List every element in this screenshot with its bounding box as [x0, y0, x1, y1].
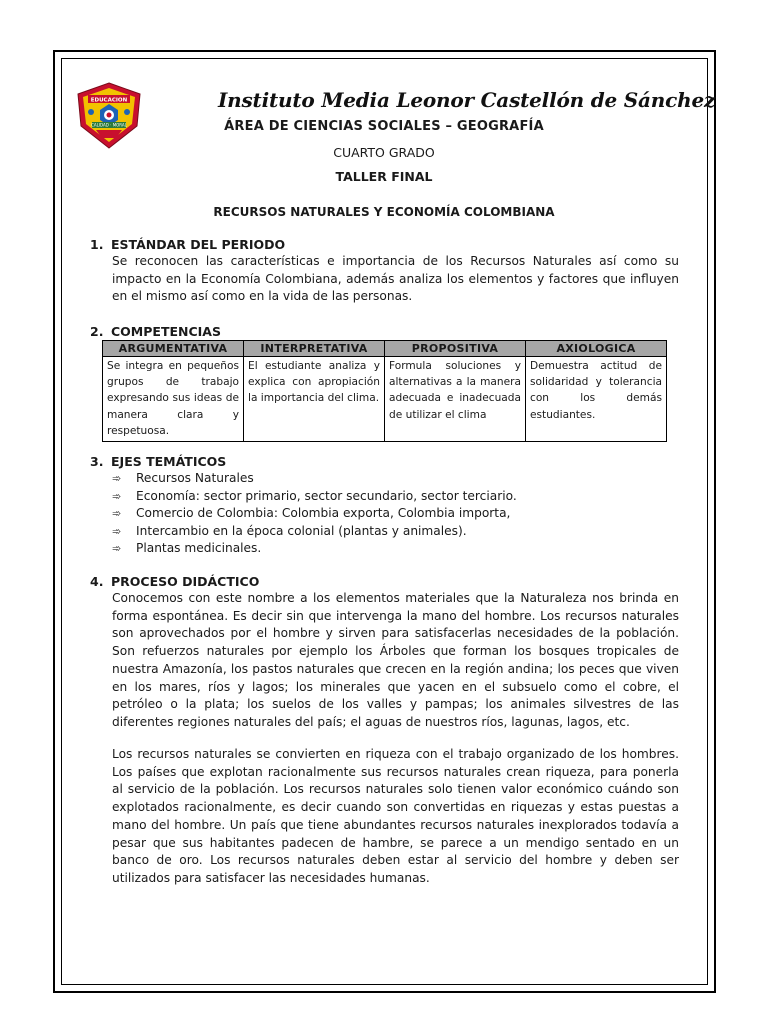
section-1-number: 1.	[90, 237, 104, 252]
section-4-number: 4.	[90, 574, 104, 589]
section-1-text: Se reconocen las características e importancia de los Recursos Naturales así como su impacto en la Economía Colombiana, además analiza los elementos y factores que influyen en el mismo así como en la vida de las personas.	[112, 254, 679, 304]
section-2-number: 2.	[90, 324, 104, 339]
section-4-title: PROCESO DIDÁCTICO	[111, 574, 260, 589]
arrow-bullet-icon: ➾	[112, 507, 122, 520]
workshop-heading: TALLER FINAL	[335, 169, 433, 184]
competencies-table	[102, 340, 667, 442]
section-3-number: 3.	[90, 454, 104, 469]
logo-top-text: EDUCACION	[90, 97, 128, 104]
grade-heading: CUARTO GRADO	[333, 145, 435, 160]
table-header-cell: PROPOSITIVA	[385, 341, 526, 357]
list-item-text: Comercio de Colombia: Colombia exporta, Colombia importa,	[136, 506, 511, 520]
table-cell: Formula soluciones y alternativas a la manera adecuada e inadecuada de utilizar el clima	[385, 357, 526, 442]
section-1-title: ESTÁNDAR DEL PERIODO	[111, 237, 286, 252]
institution-name: Instituto Media Leonor Castellón de Sánchez	[218, 88, 716, 112]
list-item-text: Plantas medicinales.	[136, 541, 262, 555]
list-item-text: Economía: sector primario, sector secundario, sector terciario.	[136, 488, 517, 503]
school-crest-logo	[76, 82, 142, 150]
section-2-heading	[90, 324, 221, 339]
section-3-title: EJES TEMÁTICOS	[111, 454, 227, 469]
table-row	[103, 357, 667, 442]
arrow-bullet-icon: ➾	[112, 472, 122, 485]
section-3-heading	[90, 454, 226, 469]
area-heading: ÁREA DE CIENCIAS SOCIALES – GEOGRAFÍA	[224, 119, 544, 134]
document-title: RECURSOS NATURALES Y ECONOMÍA COLOMBIANA	[213, 205, 555, 219]
table-cell: El estudiante analiza y explica con apropiación la importancia del clima.	[244, 357, 385, 442]
list-item-text: Intercambio en la época colonial (plantas y animales).	[136, 523, 467, 538]
logo-band-text: CALIDAD · MORAL	[91, 122, 127, 128]
section-2-title: COMPETENCIAS	[111, 324, 221, 339]
table-cell: Demuestra actitud de solidaridad y tolerancia con los demás estudiantes.	[526, 357, 667, 442]
list-item	[112, 488, 517, 506]
list-item	[112, 505, 517, 523]
list-item	[112, 470, 517, 488]
arrow-bullet-icon: ➾	[112, 489, 122, 503]
table-header-cell: AXIOLOGICA	[526, 341, 667, 357]
section-4-paragraph-1: Conocemos con este nombre a los elementos materiales que la Naturaleza nos brinda en forma espontánea. Es decir sin que intervenga la mano del hombre. Los recursos naturales son aprovechados por el hombre y sirven para satisfacerlas necesidades de la población. Son refuerzos naturales por ejemplo los Árboles que forman los bosques tropicales de nuestra Amazonía, los pastos naturales que crecen en la región andina; los peces que viven en los mares, ríos y lagos; los minerales que yacen en el subsuelo como el cobre, el petróleo o la plata; los suelos de los valles y pampas; los animales silvestres de las diferentes regiones naturales del país; el aguas de nuestros ríos, lagunas, lagos, etc.	[112, 591, 679, 729]
section-4-heading	[90, 574, 259, 589]
list-item	[112, 523, 517, 541]
table-header-cell: INTERPRETATIVA	[244, 341, 385, 357]
list-item	[112, 540, 517, 558]
section-1-heading	[90, 237, 285, 252]
arrow-bullet-icon: ➾	[112, 542, 122, 555]
table-cell: Se integra en pequeños grupos de trabajo expresando sus ideas de manera clara y respetuosa.	[103, 357, 244, 442]
arrow-bullet-icon: ➾	[112, 524, 122, 538]
table-header-row	[103, 341, 667, 357]
thematic-axes-list	[112, 470, 517, 558]
section-4-paragraph-2: Los recursos naturales se convierten en riqueza con el trabajo organizado de los hombres. Los países que explotan racionalmente sus recursos naturales crean riqueza, para ponerla al servicio de la población. Los recursos naturales solo tienen valor económico cuándo son explotados racionalmente, es decir cuando son convertidas en riquezas y estas puestas a mano del hombre. Un país que tiene abundantes recursos naturales inexplorados todavía a pesar que sus habitantes padecen de hambre, se parece a un mendigo sentado en un banco de oro. Los recursos naturales deben estar al servicio del hombre y deben ser utilizados para satisfacer las necesidades humanas.	[112, 747, 679, 885]
table-header-cell: ARGUMENTATIVA	[103, 341, 244, 357]
list-item-text: Recursos Naturales	[136, 471, 254, 485]
